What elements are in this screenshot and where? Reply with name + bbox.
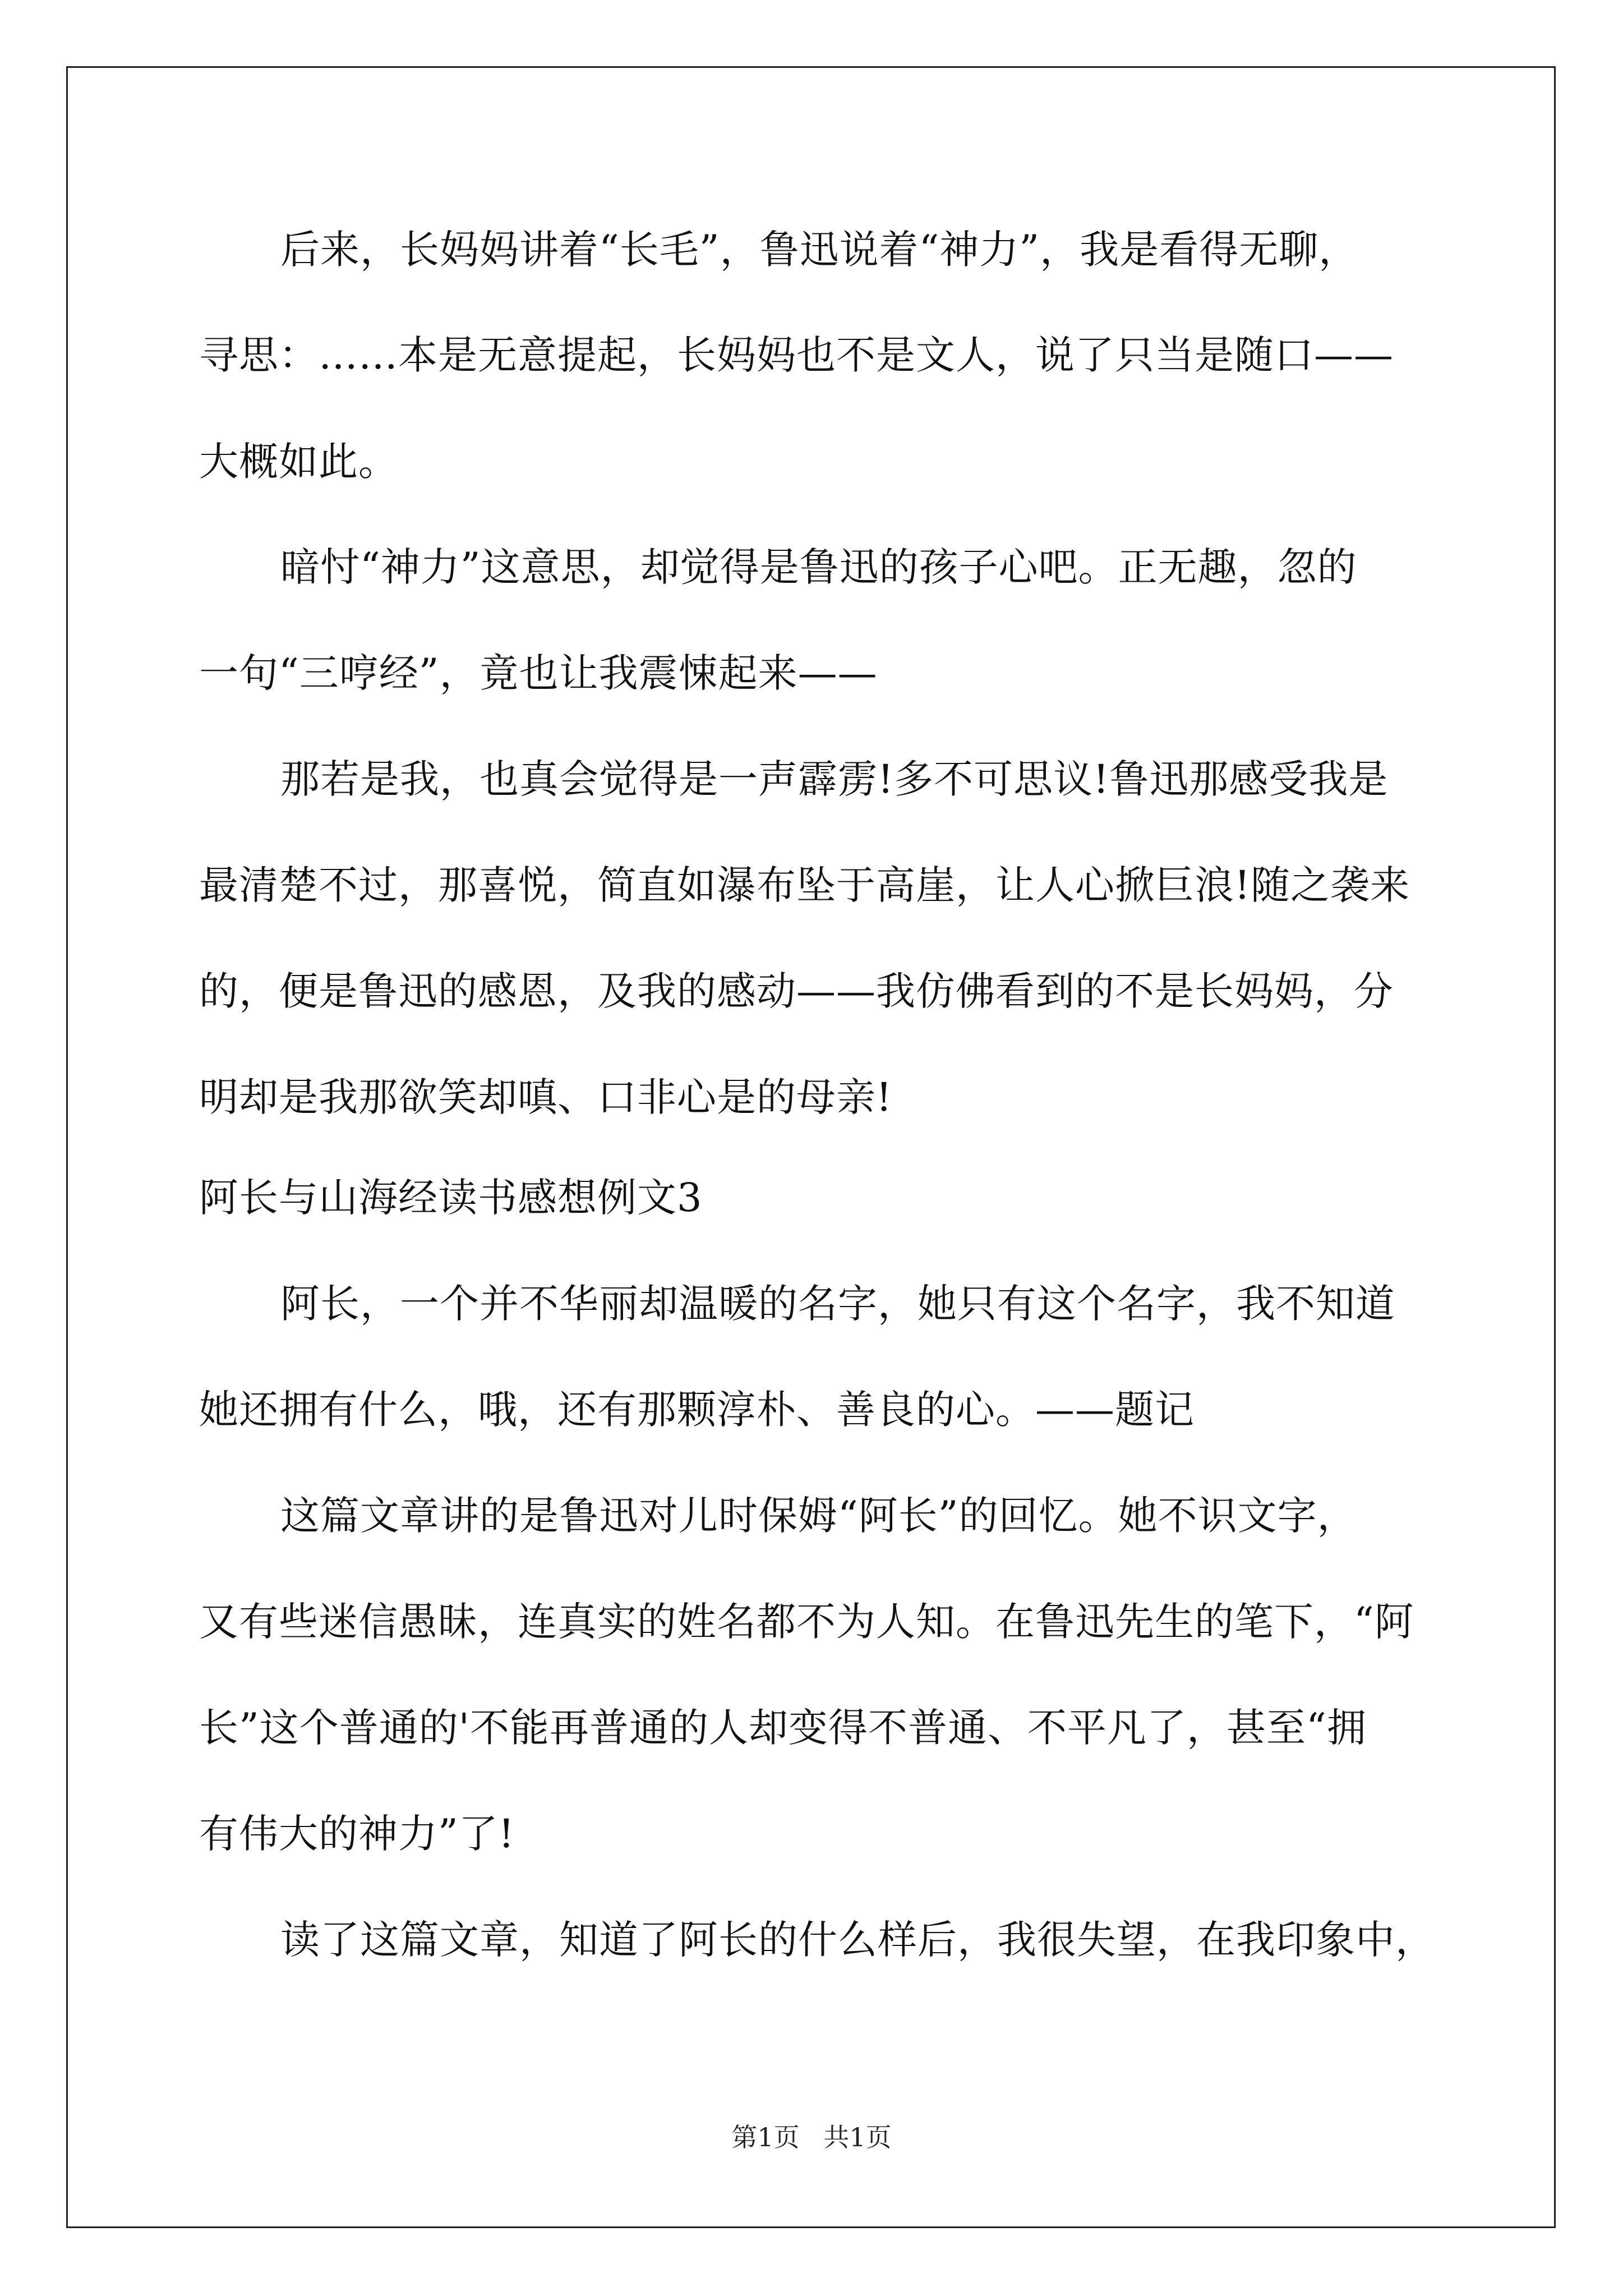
paragraph-line: 长”这个普通的'不能再普通的人却变得不普通、不平凡了，甚至“拥 — [199, 1705, 1367, 1751]
paragraph-line: 又有些迷信愚昧，连真实的姓名都不为人知。在鲁迅先生的笔下，“阿 — [199, 1599, 1414, 1645]
page-border — [66, 66, 1556, 2228]
page-count: 共1页 — [823, 2122, 892, 2152]
paragraph-line: 读了这篇文章，知道了阿长的什么样后，我很失望，在我印象中， — [280, 1917, 1435, 1963]
paragraph-line: 这篇文章讲的是鲁迅对儿时保姆“阿长”的回忆。她不识文字， — [280, 1493, 1357, 1539]
paragraph-line: 寻思：……本是无意提起，长妈妈也不是文人，说了只当是随口—— — [199, 332, 1394, 378]
section-heading: 阿长与山海经读书感想例文3 — [199, 1175, 703, 1221]
page-number: 第1页 — [731, 2122, 800, 2152]
paragraph-line: 后来，长妈妈讲着“长毛”，鲁迅说着“神力”，我是看得无聊， — [280, 227, 1359, 273]
paragraph-line: 她还拥有什么，哦，还有那颗淳朴、善良的心。——题记 — [199, 1387, 1195, 1433]
paragraph-line: 阿长，一个并不华丽却温暖的名字，她只有这个名字，我不知道 — [280, 1281, 1395, 1327]
paragraph-line: 明却是我那欲笑却嗔、口非心是的母亲! — [199, 1074, 893, 1120]
paragraph-line: 有伟大的神力”了! — [199, 1811, 515, 1857]
paragraph-line: 大概如此。 — [199, 439, 398, 485]
page-footer — [0, 2120, 1623, 2154]
paragraph-line: 的，便是鲁迅的感恩，及我的感动——我仿佛看到的不是长妈妈，分 — [199, 968, 1394, 1014]
paragraph-line: 那若是我，也真会觉得是一声霹雳!多不可思议!鲁迅那感受我是 — [280, 756, 1389, 802]
paragraph-line: 一句“三哼经”，竟也让我震悚起来—— — [199, 650, 878, 696]
paragraph-line: 暗忖“神力”这意思，却觉得是鲁迅的孩子心吧。正无趣，忽的 — [280, 544, 1357, 590]
paragraph-line: 最清楚不过，那喜悦，简直如瀑布坠于高崖，让人心掀巨浪!随之袭来 — [199, 862, 1410, 908]
